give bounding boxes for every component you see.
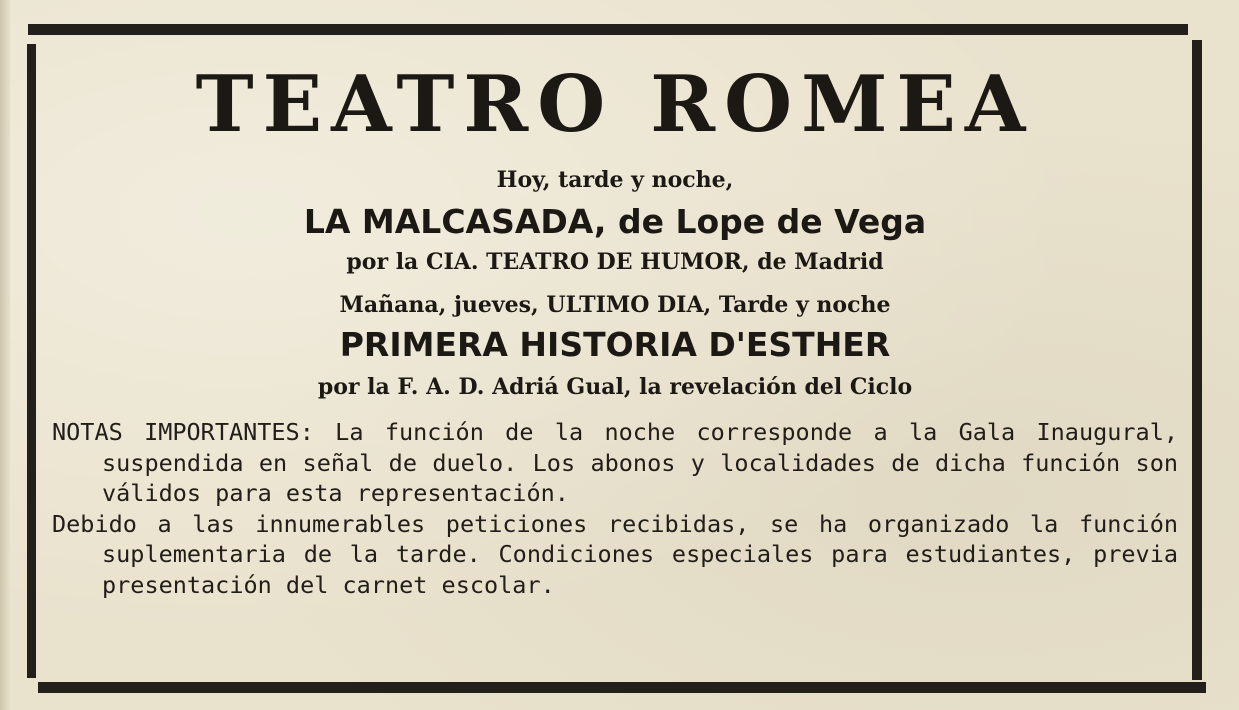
notes-section [52, 417, 1178, 600]
company-line: por la CIA. TEATRO DE HUMOR, de Madrid [346, 249, 884, 275]
advertisement-body [52, 56, 1178, 676]
schedule-line: Hoy, tarde y noche, [496, 167, 734, 193]
page-fold-edge [0, 0, 10, 710]
second-company-line: por la F. A. D. Adriá Gual, la revelación del Ciclo [317, 374, 913, 400]
border-rule-top [28, 24, 1188, 35]
theatre-title: TEATRO ROMEA [195, 59, 1035, 150]
tomorrow-line: Mañana, jueves, ULTIMO DIA, Tarde y noche [339, 292, 891, 318]
play-title: LA MALCASADA, de Lope de Vega [303, 202, 927, 241]
note-paragraph-2: Debido a las innumerables peticiones recibidas, se ha organizado la función suplementaria de la tarde. Condiciones especiales para estudiantes, previa presentación del carnet escolar. [52, 509, 1178, 599]
note-paragraph-1: NOTAS IMPORTANTES: La función de la noche corresponde a la Gala Inaugural, suspendida en señal de duelo. Los abonos y localidades de dicha función son válidos para esta representación. [52, 418, 1178, 507]
border-rule-bottom [38, 682, 1206, 693]
border-rule-left [27, 44, 36, 678]
border-rule-right [1192, 40, 1202, 680]
second-play-title: PRIMERA HISTORIA D'ESTHER [339, 325, 891, 364]
